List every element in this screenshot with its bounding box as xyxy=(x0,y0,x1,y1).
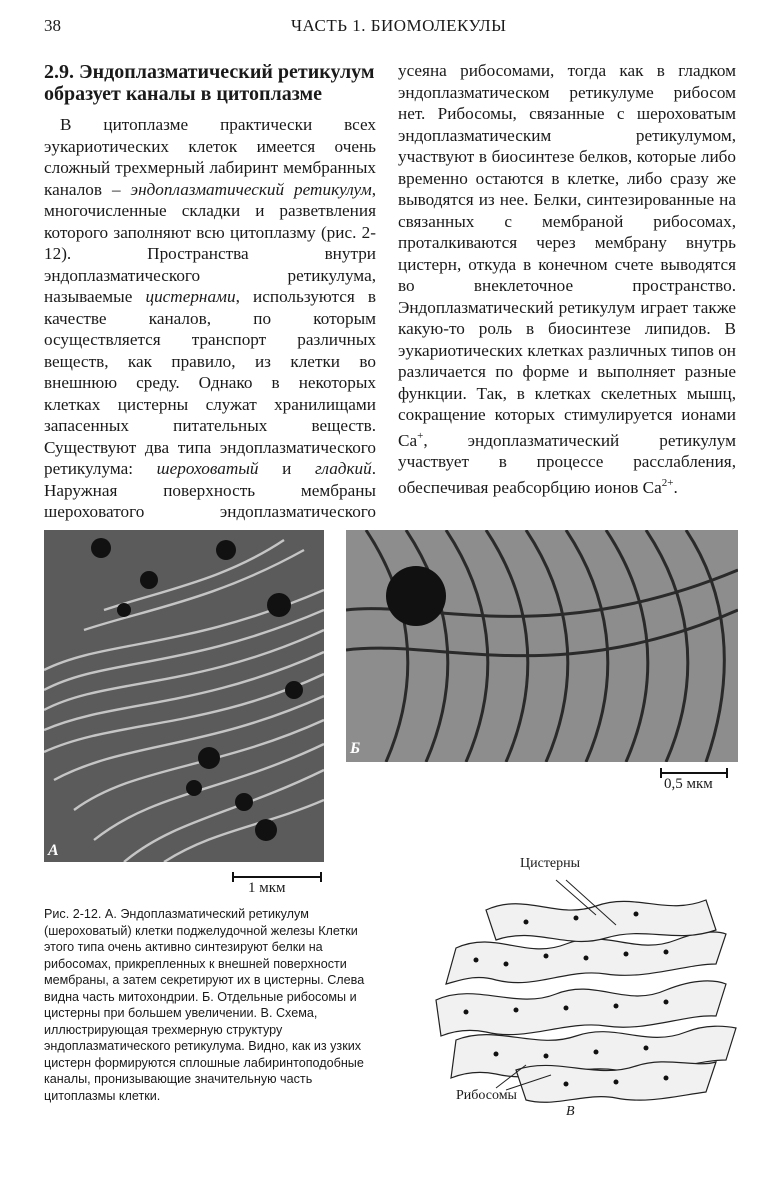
er-diagram xyxy=(416,856,746,1120)
micrograph-a xyxy=(44,530,324,862)
scale-label-b: 0,5 мкм xyxy=(664,776,713,792)
figure-label-a: А xyxy=(48,842,59,859)
page-number: 38 xyxy=(44,16,61,35)
label-cisterns: Цистерны xyxy=(520,856,581,871)
figure-caption: Рис. 2-12. А. Эндоплазматический ретикулум (шероховатый) клетки поджелудочной железы Клетки этого типа очень активно синтезируют белки на рибосомах, прикрепленных к внешней поверхности мембраны, а затем секретируют их в цистерны. Слева видна часть митохондрии. Б. Отдельные рибосомы и цистерны при большем увеличении. В. Схема, иллюстрирующая трехмерную структуру эндоплазматического ретикулума. Видно, как из узких цистерн формируются сплошные лабиринтоподобные каналы, пронизывающие значительную часть цитоплазмы клетки. xyxy=(44,907,365,1103)
micrograph-b xyxy=(346,530,738,762)
figure-label-c: В xyxy=(566,1104,575,1119)
scale-bar-a xyxy=(232,876,322,878)
left-column-text: В цитоплазме практически всех эукариотических клеток имеется очень сложный трехмерный лабиринт мембранных каналов – эндоплазматический ретикулум, многочисленные складки и разветвления которого заполняют всю цитоплазму (рис. 2-12). Пространства внутри эндоплазматического ретикулума, называемые цистернами, используются в качестве каналов, по которым осуществляется транспорт различных веществ, как правило, из клетки во внешнюю среду. Однако в некоторых клетках цистерны служат хранилищами запасенных питательных веществ. Существуют два типа эндоплазматического ретикулума: шероховатый и гладкий. Наружная поверхность мембраны шероховатого эндоплазматического xyxy=(44,115,377,521)
figure-label-b: Б xyxy=(350,740,361,757)
running-header: ЧАСТЬ 1. БИОМОЛЕКУЛЫ xyxy=(291,16,507,35)
scale-label-a: 1 мкм xyxy=(248,880,286,896)
section-title: 2.9. Эндоплазматический ретикулум образует каналы в цитоплазме xyxy=(44,61,375,105)
scale-bar-b xyxy=(660,772,728,774)
right-column-text: усеяна рибосомами, тогда как в гладком эндоплазматическом ретикулуме рибосом нет. Рибосомы, связанные с шероховатым эндоплазматическим ретикулумом, участвуют в биосинтезе белков, которые либо временно остаются в клетке, либо сразу же выводятся из нее. Белки, синтезированные на связанных с мембраной рибосомах, проталкиваются через мембрану внутрь цистерн, откуда в конечном счете выводятся во внеклеточное пространство. Эндоплазматический ретикулум играет также какую-то роль в биосинтезе липидов. В эукариотических клетках различных типов он различается по форме и выполняет разные функции. Так, в клетках скелетных мышц, сокращение которых стимулируется ионами Ca+, эндоплазматический ретикулум участвует в процессе расслабления, обеспечивая реабсорбцию ионов $Ca^{2+}$. xyxy=(398,61,736,497)
label-ribosomes: Рибосомы xyxy=(456,1088,517,1103)
